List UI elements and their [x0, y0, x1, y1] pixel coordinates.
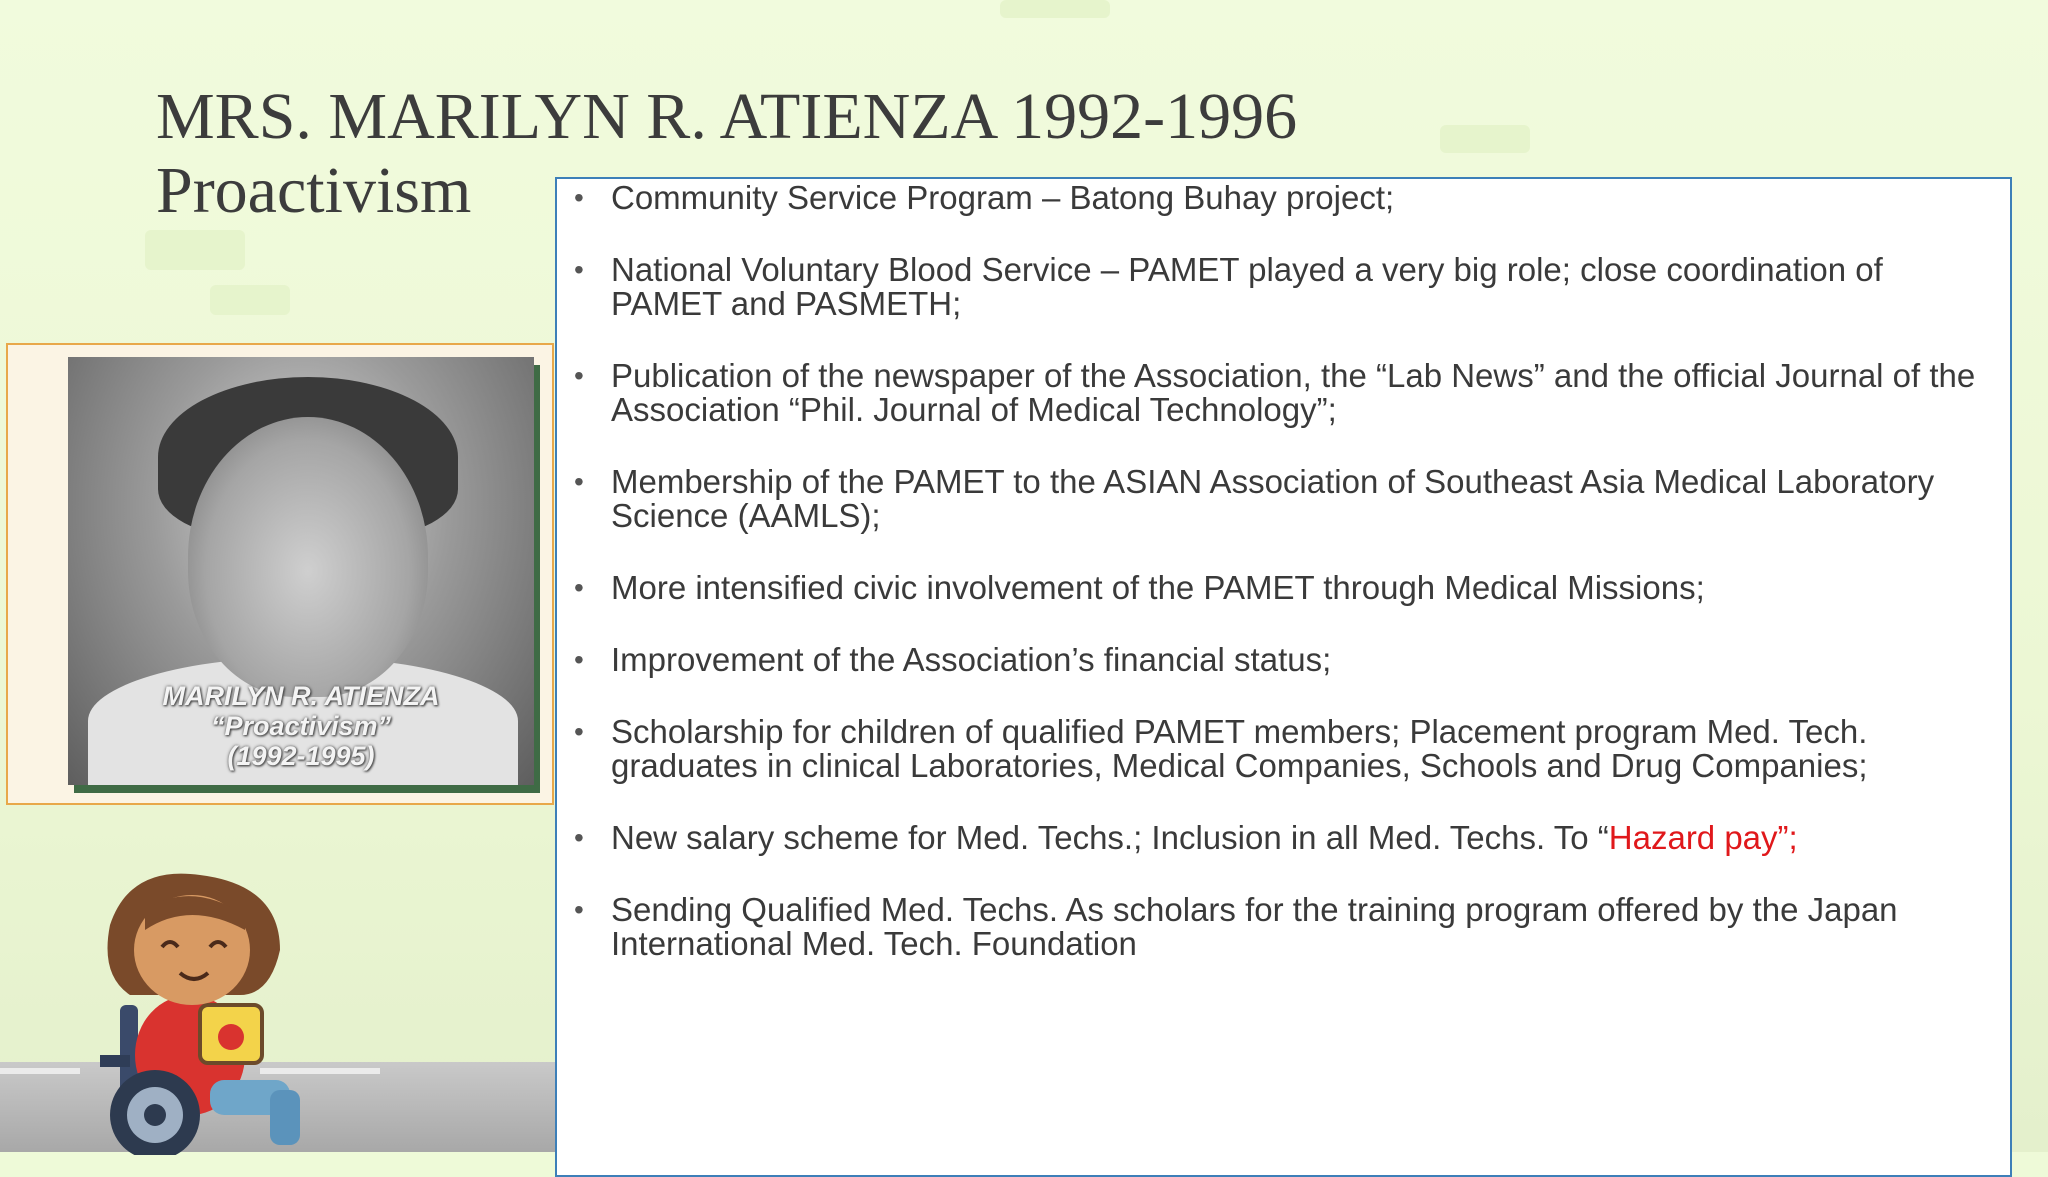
title-line-2: Proactivism: [156, 154, 472, 227]
list-item: [557, 253, 2007, 321]
bullet-list: [557, 181, 2007, 999]
bullet-icon: •: [574, 894, 584, 925]
portrait-frame: [6, 343, 554, 805]
bullet-icon: •: [574, 822, 584, 853]
apple-icon: [218, 1024, 244, 1050]
road-line: [0, 1068, 80, 1074]
background-shape: [145, 230, 245, 270]
list-item-text: Membership of the PAMET to the ASIAN Association of Southeast Asia Medical Laboratory Science (AAMLS);: [611, 463, 1935, 534]
lower-legs: [270, 1090, 300, 1145]
portrait-face: [188, 417, 428, 697]
bullet-icon: •: [574, 466, 584, 497]
child-in-wheelchair-icon: [70, 855, 310, 1155]
list-item-text: New salary scheme for Med. Techs.; Inclusion in all Med. Techs. To “: [611, 819, 1609, 856]
bullet-icon: •: [574, 716, 584, 747]
list-item-text: Publication of the newspaper of the Association, the “Lab News” and the official Journal of the Association “Phil. Journal of Medical Technology”;: [611, 357, 1976, 428]
list-item-text: Sending Qualified Med. Techs. As scholars for the training program offered by the Japan International Med. Tech. Foundation: [611, 891, 1898, 962]
list-item-text: Community Service Program – Batong Buhay project;: [611, 179, 1395, 216]
background-shape: [1000, 0, 1110, 18]
list-item: [557, 715, 2007, 783]
bullet-icon: •: [574, 644, 584, 675]
list-item: [557, 571, 2007, 605]
list-item-text: Scholarship for children of qualified PAMET members; Placement program Med. Tech. graduates in clinical Laboratories, Medical Companies, Schools and Drug Companies;: [611, 713, 1868, 784]
bullet-icon: •: [574, 254, 584, 285]
wheel-hub: [144, 1104, 166, 1126]
portrait-photo: [68, 357, 534, 785]
list-item: [557, 359, 2007, 427]
list-item-text: Improvement of the Association’s financial status;: [611, 641, 1332, 678]
hazard-pay-highlight: Hazard pay”;: [1608, 819, 1798, 856]
list-item-text: National Voluntary Blood Service – PAMET played a very big role; close coordination of PAMET and PASMETH;: [611, 251, 1883, 322]
list-item: [557, 893, 2007, 961]
bullet-icon: •: [574, 572, 584, 603]
list-item: [557, 181, 2007, 215]
caption-years: (1992-1995): [227, 741, 375, 771]
bullet-icon: •: [574, 182, 584, 213]
list-item: [557, 465, 2007, 533]
portrait-caption: [68, 681, 534, 771]
content-box: [555, 177, 2012, 1177]
caption-name: MARILYN R. ATIENZA: [162, 681, 440, 711]
list-item: [557, 821, 2007, 855]
title-line-1: MRS. MARILYN R. ATIENZA 1992-1996: [156, 80, 1298, 153]
list-item-text: More intensified civic involvement of the PAMET through Medical Missions;: [611, 569, 1705, 606]
list-item: [557, 643, 2007, 677]
background-shape: [210, 285, 290, 315]
caption-nickname: “Proactivism”: [210, 711, 392, 741]
bullet-icon: •: [574, 360, 584, 391]
